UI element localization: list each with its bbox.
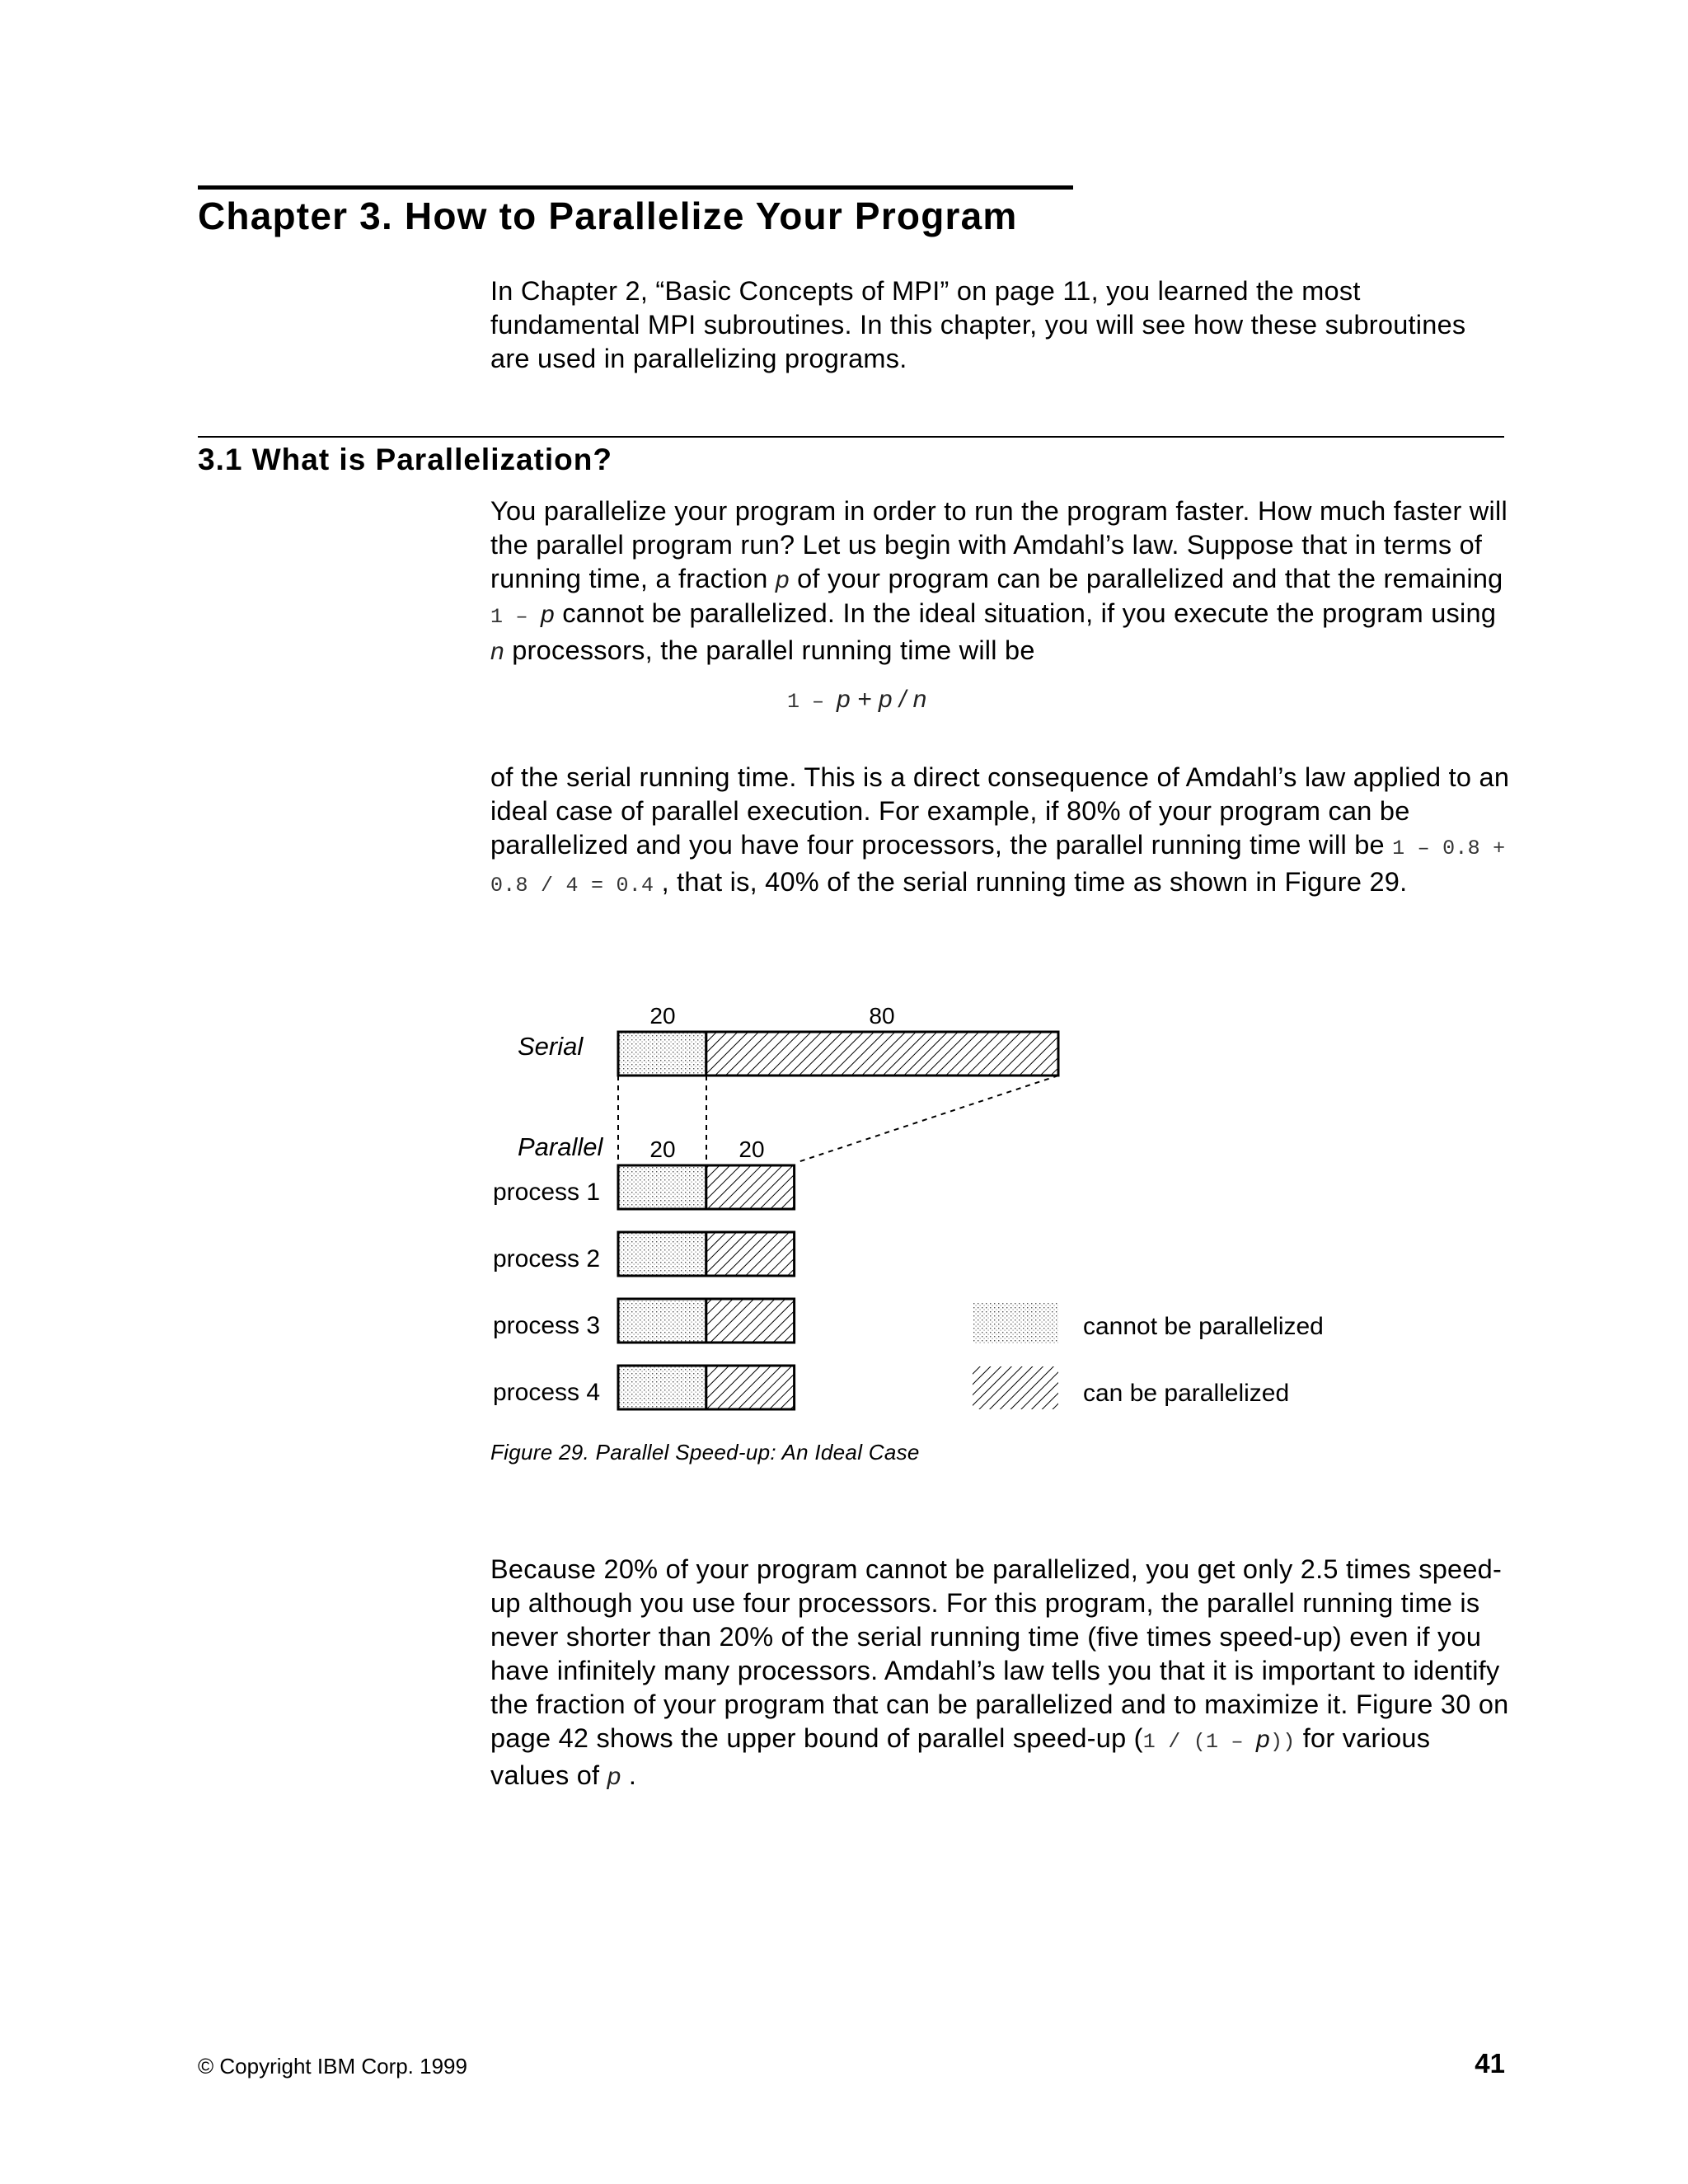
text-run: of the serial running time. This is a direct consequence of Amdahl’s law applied to an ideal case of parallel execution. For example, if 80% of your program can be parallelized and you have four processors, the parallel running time will be xyxy=(490,762,1510,860)
expression-part: 1 / (1 – xyxy=(1142,1730,1257,1754)
equation-parallel-time xyxy=(787,683,926,719)
amdahl-intro-paragraph xyxy=(490,494,1512,668)
section-title: 3.1 What is Parallelization? xyxy=(198,443,612,476)
bar-serial-parallel-part xyxy=(706,1032,1058,1076)
bar-serial-serial-part xyxy=(618,1032,706,1076)
text-run: , that is, 40% of the serial running time as shown in Figure 29. xyxy=(654,867,1408,897)
legend-hatched-swatch xyxy=(973,1366,1058,1409)
bar-process-4-parallel-part xyxy=(706,1366,795,1409)
speedup-expression xyxy=(1142,1726,1296,1754)
expression-one-minus-p xyxy=(490,601,555,629)
example-expression: 1 – 0.8 + 0.8 / 4 = 0.4 xyxy=(490,837,1506,898)
serial-value-label-2: 80 xyxy=(869,1003,895,1029)
bar-layer xyxy=(618,1032,1058,1409)
text-run: You parallelize your program in order to run the program faster. How much faster will the parallel program run? Let us begin with Amdahl’s law. Suppose that in terms of running time, a fraction xyxy=(490,496,1507,593)
variable-p: p xyxy=(775,566,790,593)
process-label-4: process 4 xyxy=(493,1379,601,1406)
serial-value-label-1: 20 xyxy=(649,1003,676,1029)
expression-number: 1 – xyxy=(490,605,542,629)
text-run: . xyxy=(621,1760,637,1790)
equation-lead: 1 – xyxy=(787,690,837,714)
expression-variable: p xyxy=(1256,1726,1270,1753)
expression-part: )) xyxy=(1269,1730,1296,1754)
chapter-title: Chapter 3. How to Parallelize Your Program xyxy=(198,194,1018,237)
bar-process-2-parallel-part xyxy=(706,1232,795,1276)
serial-parallel-guide-3 xyxy=(798,1076,1058,1162)
speedup-figure xyxy=(486,989,1376,1434)
text-run: Because 20% of your program cannot be parallelized, you get only 2.5 times speed-up although you use four processors. For this program, the parallel running time is never shorter than 20% of the serial running time (five times speed-up) even if you have infinitely many processors. Amdahl’s law tells you that it is important to identify the fraction of your program that can be parallelized and to maximize it. Figure 30 on page 42 shows the upper bound of parallel speed-up ( xyxy=(490,1554,1509,1753)
bar-process-3-serial-part xyxy=(618,1299,706,1343)
serial-label: Serial xyxy=(518,1032,584,1061)
legend-hatched-label: can be parallelized xyxy=(1083,1380,1290,1407)
speedup-paragraph xyxy=(490,1553,1512,1793)
legend-dotted-label: cannot be parallelized xyxy=(1083,1313,1324,1340)
variable-n: n xyxy=(490,638,504,665)
variable-p: p xyxy=(607,1763,621,1790)
bar-process-4-serial-part xyxy=(618,1366,706,1409)
process-label-3: process 3 xyxy=(493,1312,601,1339)
figure-caption: Figure 29. Parallel Speed-up: An Ideal Case xyxy=(490,1440,920,1465)
bar-process-1-serial-part xyxy=(618,1165,706,1209)
process-label-1: process 1 xyxy=(493,1179,601,1206)
legend-dotted-swatch xyxy=(973,1302,1058,1343)
text-run: of your program can be parallelized and that the remaining xyxy=(789,564,1503,593)
expression-variable: p xyxy=(541,601,555,628)
text-run: cannot be parallelized. In the ideal situation, if you execute the program using xyxy=(554,598,1497,628)
equation-rest: p + p / n xyxy=(837,686,927,713)
intro-paragraph: In Chapter 2, “Basic Concepts of MPI” on page 11, you learned the most fundamental MPI subroutines. In this chapter, you will see how these subroutines are used in parallelizing programs. xyxy=(490,276,1466,373)
parallel-value-label-2: 20 xyxy=(738,1137,765,1162)
bar-process-3-parallel-part xyxy=(706,1299,795,1343)
footer-copyright: © Copyright IBM Corp. 1999 xyxy=(198,2054,467,2079)
bar-process-1-parallel-part xyxy=(706,1165,795,1209)
page-number: 41 xyxy=(1475,2048,1505,2079)
bar-process-2-serial-part xyxy=(618,1232,706,1276)
example-paragraph xyxy=(490,761,1512,902)
process-label-2: process 2 xyxy=(493,1245,601,1272)
parallel-value-label-1: 20 xyxy=(649,1137,676,1162)
text-run: processors, the parallel running time will be xyxy=(504,635,1035,665)
parallel-label: Parallel xyxy=(518,1132,603,1161)
text-run: for various values of xyxy=(490,1723,1431,1790)
